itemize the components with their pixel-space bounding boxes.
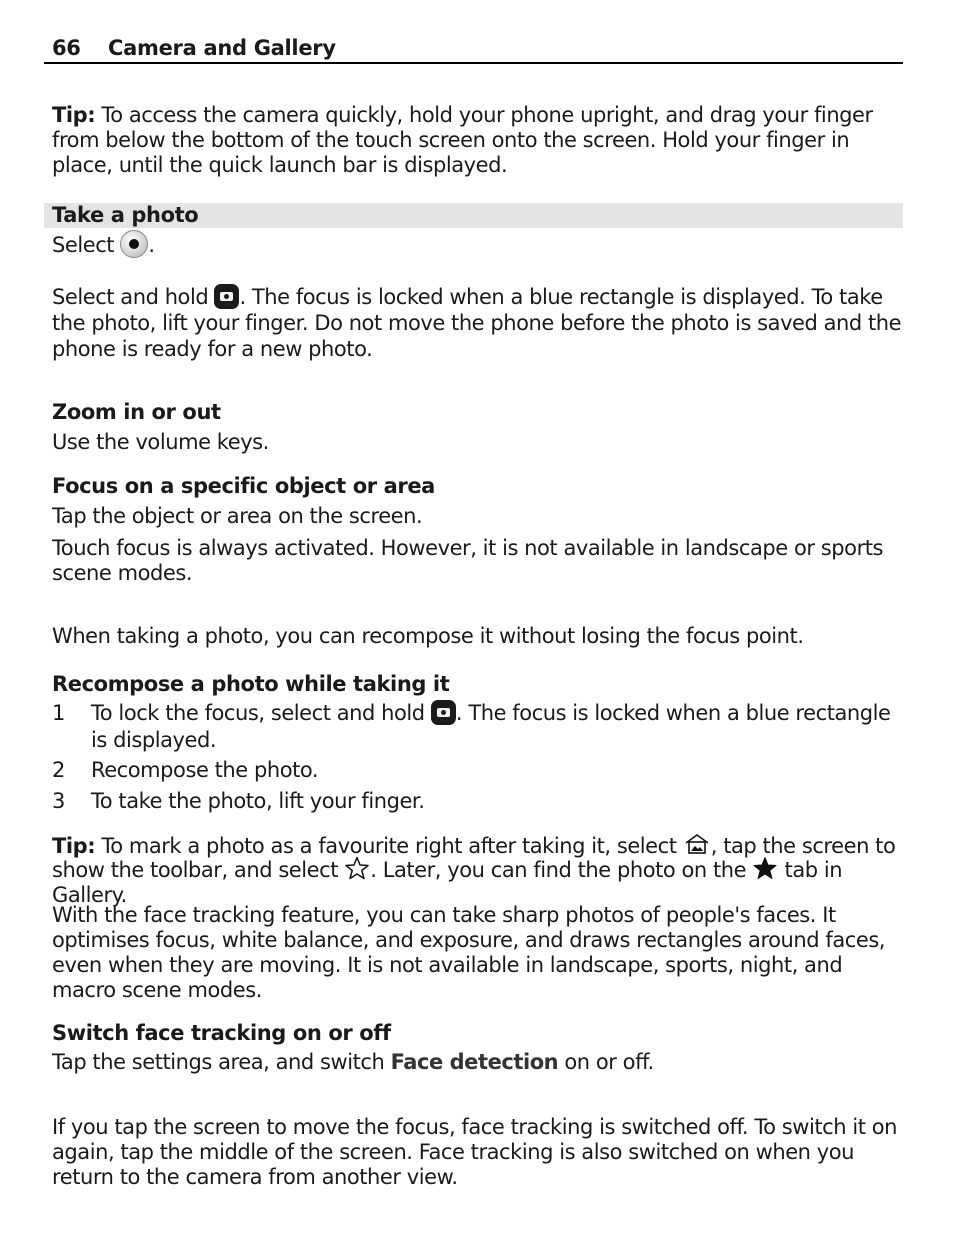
step-number: 2 — [52, 758, 65, 782]
star-filled-icon — [752, 856, 778, 883]
tip-text-3: . Later, you can find the photo on the — [370, 858, 753, 882]
face-text: Tap the settings area, and switch — [52, 1050, 391, 1074]
step-text: To take the photo, lift your finger. — [91, 789, 425, 813]
tip-text-2: , tap the screen to show the toolbar, and select — [52, 834, 896, 882]
tip-text: To access the camera quickly, hold your phone upright, and drag your finger from below the bottom of the touch screen onto the screen. Hold your finger in place, until the quick launch bar is displayed. — [52, 103, 873, 177]
step-text: To lock the focus, select and hold — [91, 701, 431, 725]
step-text: Recompose the photo. — [91, 758, 319, 782]
face-text-rest: on or off. — [558, 1050, 654, 1074]
camera-key-icon — [431, 700, 456, 725]
tip-quick-launch — [52, 103, 902, 178]
face-detection-setting: Face detection — [390, 1050, 559, 1074]
face-tracking-note: If you tap the screen to move the focus, face tracking is switched off. To switch it on again, tap the middle of the screen. Face tracking is also switched on when you return to the camera from another view. — [52, 1115, 897, 1189]
recompose-steps — [52, 700, 902, 814]
tip-label: Tip: — [52, 834, 96, 858]
list-item — [52, 700, 902, 754]
section-title: Take a photo — [52, 203, 199, 227]
recompose-heading: Recompose a photo while taking it — [52, 672, 450, 696]
select-period: . — [148, 233, 155, 257]
page-number: 66 — [52, 36, 81, 60]
select-hold-rest: . The focus is locked when a blue rectangle is displayed. To take the photo, lift your finger. Do not move the phone before the photo is saved and the phone is ready for a new photo. — [52, 285, 902, 361]
section-heading-bar — [44, 203, 903, 228]
list-item — [52, 758, 902, 783]
select-capture-line — [52, 233, 902, 258]
tip-label: Tip: — [52, 103, 96, 127]
recompose-intro: When taking a photo, you can recompose it without losing the focus point. — [52, 624, 804, 648]
select-and-hold-paragraph — [52, 284, 902, 362]
select-hold-text: Select and hold — [52, 285, 215, 309]
camera-key-icon — [214, 284, 239, 309]
tip-favourite — [52, 834, 902, 907]
capture-button-icon — [120, 230, 148, 258]
star-outline-icon — [344, 856, 370, 883]
tip-text-4: tab in Gallery. — [52, 858, 843, 907]
face-tracking-intro: With the face tracking feature, you can take sharp photos of people's faces. It optimises focus, white balance, and exposure, and draws rectangles around faces, even when they are moving. It is not available in landscape, sports, night, and macro scene modes. — [52, 903, 886, 1002]
step-number: 1 — [52, 701, 65, 725]
step-number: 3 — [52, 789, 65, 813]
chapter-title: Camera and Gallery — [108, 36, 336, 60]
page-header — [44, 36, 903, 64]
focus-text-1: Tap the object or area on the screen. — [52, 504, 423, 528]
focus-text-2: Touch focus is always activated. However, it is not available in landscape or sports scene modes. — [52, 536, 884, 585]
step-text-rest: . The focus is locked when a blue rectangle is displayed. — [91, 701, 891, 752]
gallery-home-icon — [683, 833, 711, 858]
face-tracking-text — [52, 1050, 902, 1075]
tip-text: To mark a photo as a favourite right after taking it, select — [95, 834, 683, 858]
face-tracking-heading: Switch face tracking on or off — [52, 1021, 391, 1045]
list-item — [52, 789, 902, 814]
focus-heading: Focus on a specific object or area — [52, 474, 435, 498]
zoom-text: Use the volume keys. — [52, 430, 269, 454]
select-text: Select — [52, 233, 121, 257]
zoom-heading: Zoom in or out — [52, 400, 221, 424]
